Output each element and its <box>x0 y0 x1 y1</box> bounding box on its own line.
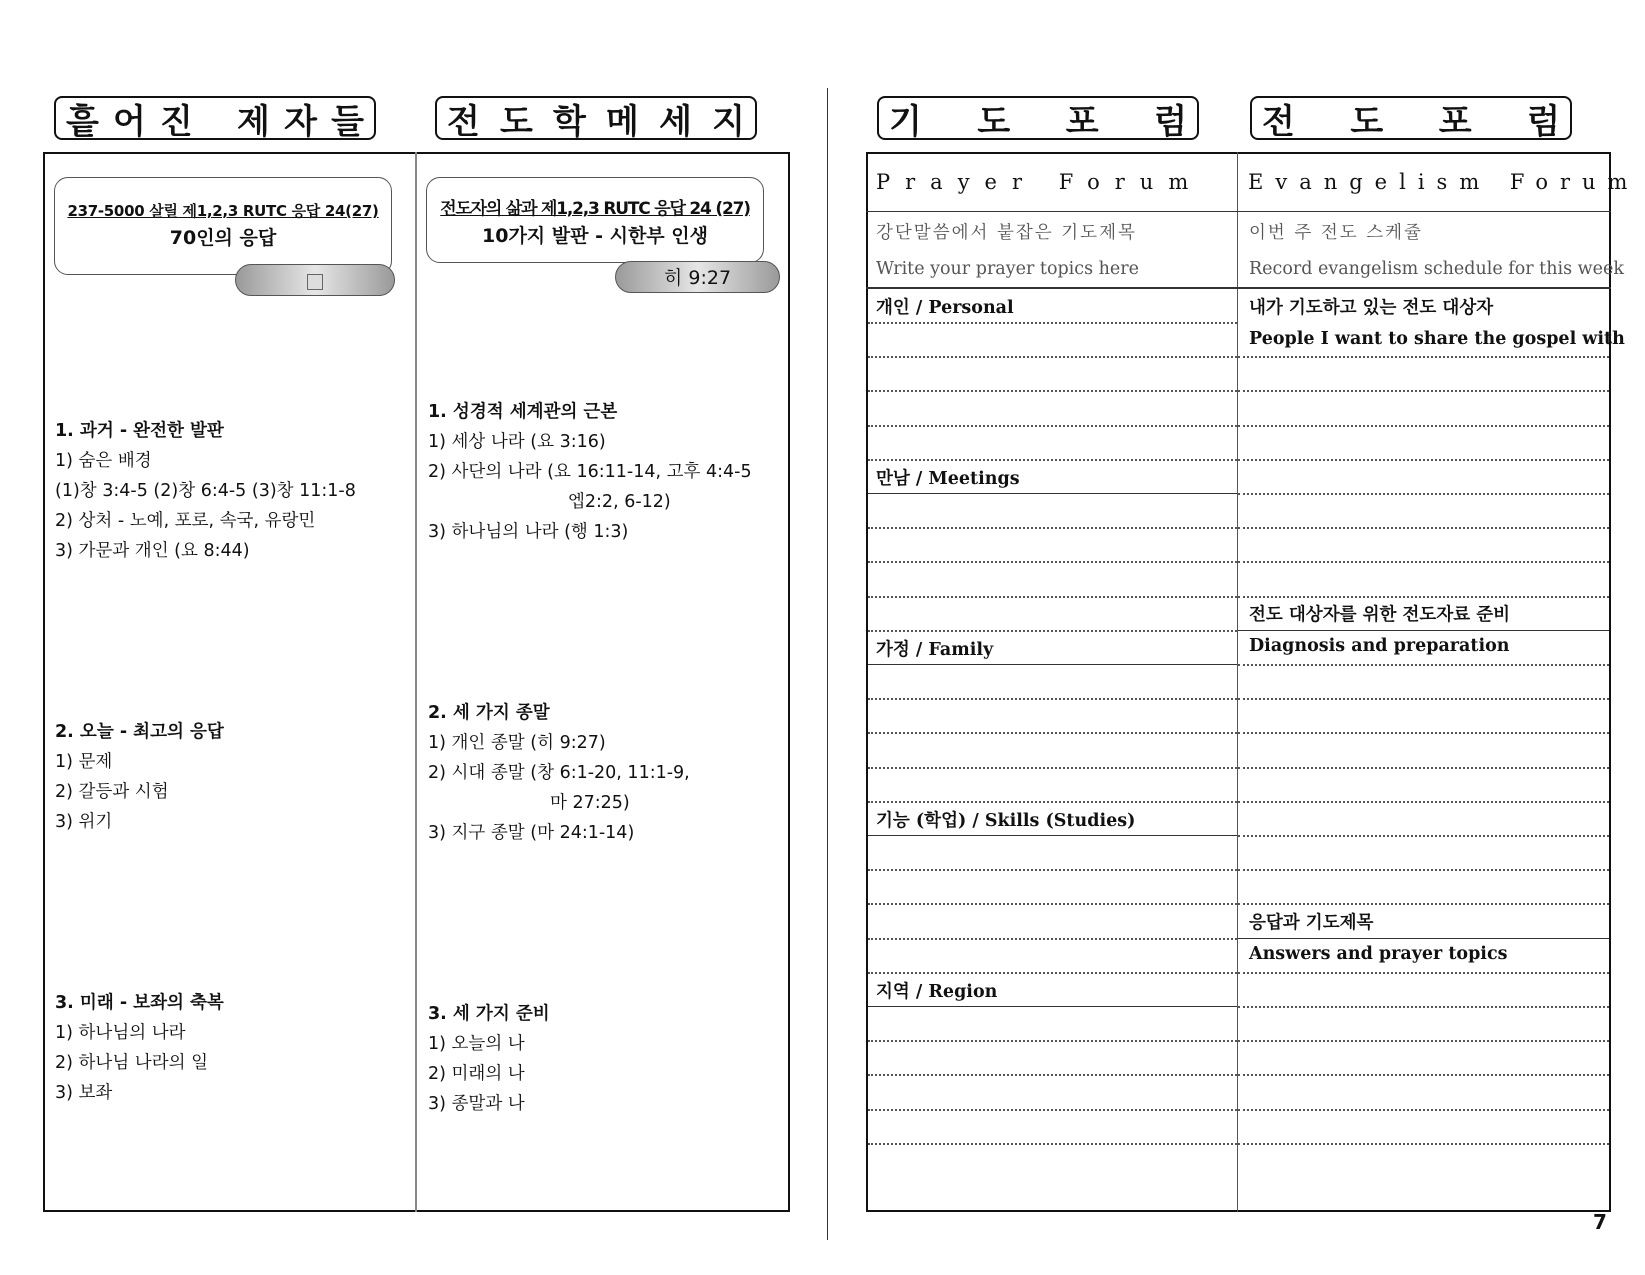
evangelism-subtitle-ko: 이번 주 전도 스케쥴 <box>1249 223 1423 243</box>
prayer-section-family: 가정 / Family <box>876 640 994 660</box>
prayer-writing-line <box>868 698 1237 700</box>
evangelism-writing-line <box>1238 938 1609 939</box>
evangelism-section-targets-en: People I want to share the gospel with <box>1249 329 1625 349</box>
header-char: 자 <box>284 101 317 142</box>
prayer-writing-line <box>868 425 1237 427</box>
header-char: 메 <box>606 101 639 142</box>
section-heading: 2. 세 가지 종말 <box>428 703 550 723</box>
section-heading: 3. 세 가지 준비 <box>428 1004 550 1024</box>
evangelism-section-answers-ko: 응답과 기도제목 <box>1249 913 1374 933</box>
prayer-writing-line <box>868 903 1237 905</box>
list-item: 2) 사단의 나라 (요 16:11-14, 고후 4:4-5 <box>428 462 752 482</box>
header-char: 제 <box>237 101 270 142</box>
list-item: 1) 개인 종말 (히 9:27) <box>428 733 606 753</box>
prayer-writing-line <box>868 835 1237 836</box>
header-scattered-disciples <box>54 96 376 140</box>
evangelism-writing-line <box>1238 459 1609 461</box>
prayer-section-meetings: 만남 / Meetings <box>876 469 1020 489</box>
evangelism-writing-line <box>1238 767 1609 769</box>
header-char: 어 <box>113 101 146 142</box>
evangelism-writing-line <box>1238 1006 1609 1008</box>
evangelism-writing-line <box>1238 903 1609 905</box>
prayer-writing-line <box>868 356 1237 358</box>
prayer-writing-line <box>868 869 1237 871</box>
header-char: 포 <box>1438 101 1472 142</box>
prayer-writing-line <box>868 493 1237 494</box>
header-prayer-forum <box>877 96 1199 140</box>
list-item: 3) 위기 <box>55 812 113 832</box>
left-section-2 <box>55 717 224 837</box>
evangelism-writing-line <box>1238 527 1609 529</box>
header-char: 세 <box>659 101 692 142</box>
prayer-writing-line <box>868 1109 1237 1111</box>
middle-section-3 <box>428 999 550 1119</box>
evangelism-writing-line <box>1238 596 1609 598</box>
middle-title-box <box>426 177 764 263</box>
evangelism-writing-line <box>1238 732 1609 734</box>
header-char: 럼 <box>1527 101 1560 142</box>
evangelism-writing-line <box>1238 869 1609 871</box>
forum-column-divider <box>1237 152 1238 1212</box>
list-item: 1) 오늘의 나 <box>428 1034 525 1054</box>
prayer-writing-line <box>868 1040 1237 1042</box>
prayer-writing-line <box>868 561 1237 563</box>
middle-section-2 <box>428 698 690 848</box>
evangelism-writing-line <box>1238 664 1609 666</box>
prayer-writing-line <box>868 801 1237 803</box>
prayer-writing-line <box>868 767 1237 769</box>
list-item: (1)창 3:4-5 (2)창 6:4-5 (3)창 11:1-8 <box>55 481 356 501</box>
prayer-writing-line <box>868 972 1237 974</box>
list-item: 2) 갈등과 시험 <box>55 782 169 802</box>
left-title-box <box>54 177 392 275</box>
evangelism-section-targets-ko: 내가 기도하고 있는 전도 대상자 <box>1249 298 1494 318</box>
list-item: 1) 하나님의 나라 <box>55 1023 186 1043</box>
evangelism-writing-line <box>1238 425 1609 427</box>
evangelism-writing-line <box>1238 801 1609 803</box>
list-item: 2) 시대 종말 (창 6:1-20, 11:1-9, <box>428 763 690 783</box>
evangelism-writing-line <box>1238 390 1609 392</box>
prayer-writing-line <box>868 1006 1237 1007</box>
list-item: 2) 미래의 나 <box>428 1064 525 1084</box>
left-tag <box>235 264 395 296</box>
prayer-forum-title: Prayer Forum <box>876 170 1204 194</box>
evangelism-writing-line <box>1238 561 1609 563</box>
forum-subtitle-underline <box>866 287 1611 289</box>
list-item: 엡2:2, 6-12) <box>568 492 671 512</box>
prayer-writing-line <box>868 1143 1237 1145</box>
evangelism-forum-title: Evangelism Forum <box>1248 170 1640 194</box>
header-char: 흩 <box>66 101 99 142</box>
prayer-subtitle-en: Write your prayer topics here <box>876 259 1139 279</box>
header-char: 기 <box>889 101 922 142</box>
header-char: 포 <box>1065 101 1099 142</box>
evangelism-writing-line <box>1238 630 1609 631</box>
middle-section-1 <box>428 397 752 547</box>
header-char: 들 <box>331 101 364 142</box>
list-item: 3) 종말과 나 <box>428 1094 525 1114</box>
middle-title-line2: 10가지 발판 - 시한부 인생 <box>482 225 708 247</box>
middle-title-line1: 전도자의 삶과 제1,2,3 RUTC 응답 24 (27) <box>440 199 750 219</box>
list-item: 마 27:25) <box>550 793 630 813</box>
evangelism-writing-line <box>1238 698 1609 700</box>
page-separator <box>827 88 828 1240</box>
prayer-writing-line <box>868 527 1237 529</box>
evangelism-writing-line <box>1238 835 1609 837</box>
header-evangelism-message <box>435 96 757 140</box>
prayer-writing-line <box>868 938 1237 940</box>
header-char: 도 <box>500 101 533 142</box>
list-item: 3) 보좌 <box>55 1083 113 1103</box>
list-item: 1) 문제 <box>55 752 113 772</box>
list-item: 1) 숨은 배경 <box>55 451 152 471</box>
evangelism-section-preparation-en: Diagnosis and preparation <box>1249 636 1510 656</box>
prayer-writing-line <box>868 630 1237 632</box>
evangelism-writing-line <box>1238 493 1609 495</box>
evangelism-section-answers-en: Answers and prayer topics <box>1249 944 1508 964</box>
header-char: 진 <box>160 101 193 142</box>
prayer-writing-line <box>868 732 1237 734</box>
prayer-writing-line <box>868 596 1237 598</box>
evangelism-writing-line <box>1238 1040 1609 1042</box>
header-char: 전 <box>1262 101 1295 142</box>
section-heading: 3. 미래 - 보좌의 축복 <box>55 993 224 1013</box>
left-section-3 <box>55 988 224 1108</box>
left-title-line1: 237-5000 살릴 제1,2,3 RUTC 응답 24(27) <box>67 202 379 220</box>
left-column-divider <box>415 152 417 1212</box>
list-item: 1) 세상 나라 (요 3:16) <box>428 432 606 452</box>
prayer-section-skills: 기능 (학업) / Skills (Studies) <box>876 811 1136 831</box>
prayer-writing-line <box>868 322 1237 324</box>
prayer-section-personal: 개인 / Personal <box>876 298 1014 318</box>
prayer-subtitle-ko: 강단말씀에서 붙잡은 기도제목 <box>876 223 1137 243</box>
placeholder-icon <box>307 274 323 290</box>
list-item: 3) 가문과 개인 (요 8:44) <box>55 541 250 561</box>
list-item: 2) 상처 - 노예, 포로, 속국, 유랑민 <box>55 511 316 531</box>
section-heading: 1. 과거 - 완전한 발판 <box>55 421 224 441</box>
evangelism-writing-line <box>1238 356 1609 358</box>
left-title-line2: 70인의 응답 <box>169 227 277 249</box>
prayer-section-region: 지역 / Region <box>876 982 998 1002</box>
evangelism-section-preparation-ko: 전도 대상자를 위한 전도자료 준비 <box>1249 605 1511 625</box>
page-number: 7 <box>1593 1210 1607 1234</box>
prayer-writing-line <box>868 459 1237 461</box>
prayer-writing-line <box>868 390 1237 392</box>
header-char: 도 <box>977 101 1011 142</box>
list-item: 3) 하나님의 나라 (행 1:3) <box>428 522 629 542</box>
header-char: 지 <box>712 101 745 142</box>
forum-title-underline <box>866 211 1611 212</box>
section-heading: 1. 성경적 세계관의 근본 <box>428 402 618 422</box>
middle-tag: 히 9:27 <box>615 261 780 293</box>
evangelism-writing-line <box>1238 1109 1609 1111</box>
list-item: 2) 하나님 나라의 일 <box>55 1053 208 1073</box>
evangelism-writing-line <box>1238 1143 1609 1145</box>
evangelism-writing-line <box>1238 1074 1609 1076</box>
section-heading: 2. 오늘 - 최고의 응답 <box>55 722 224 742</box>
header-evangelism-forum <box>1250 96 1572 140</box>
evangelism-writing-line <box>1238 972 1609 974</box>
left-section-1 <box>55 416 356 566</box>
header-char: 도 <box>1350 101 1384 142</box>
evangelism-subtitle-en: Record evangelism schedule for this week <box>1249 259 1624 279</box>
prayer-writing-line <box>868 1074 1237 1076</box>
header-char: 전 <box>447 101 480 142</box>
header-char: 럼 <box>1154 101 1187 142</box>
header-char: 학 <box>553 101 586 142</box>
prayer-writing-line <box>868 664 1237 665</box>
list-item: 3) 지구 종말 (마 24:1-14) <box>428 823 635 843</box>
